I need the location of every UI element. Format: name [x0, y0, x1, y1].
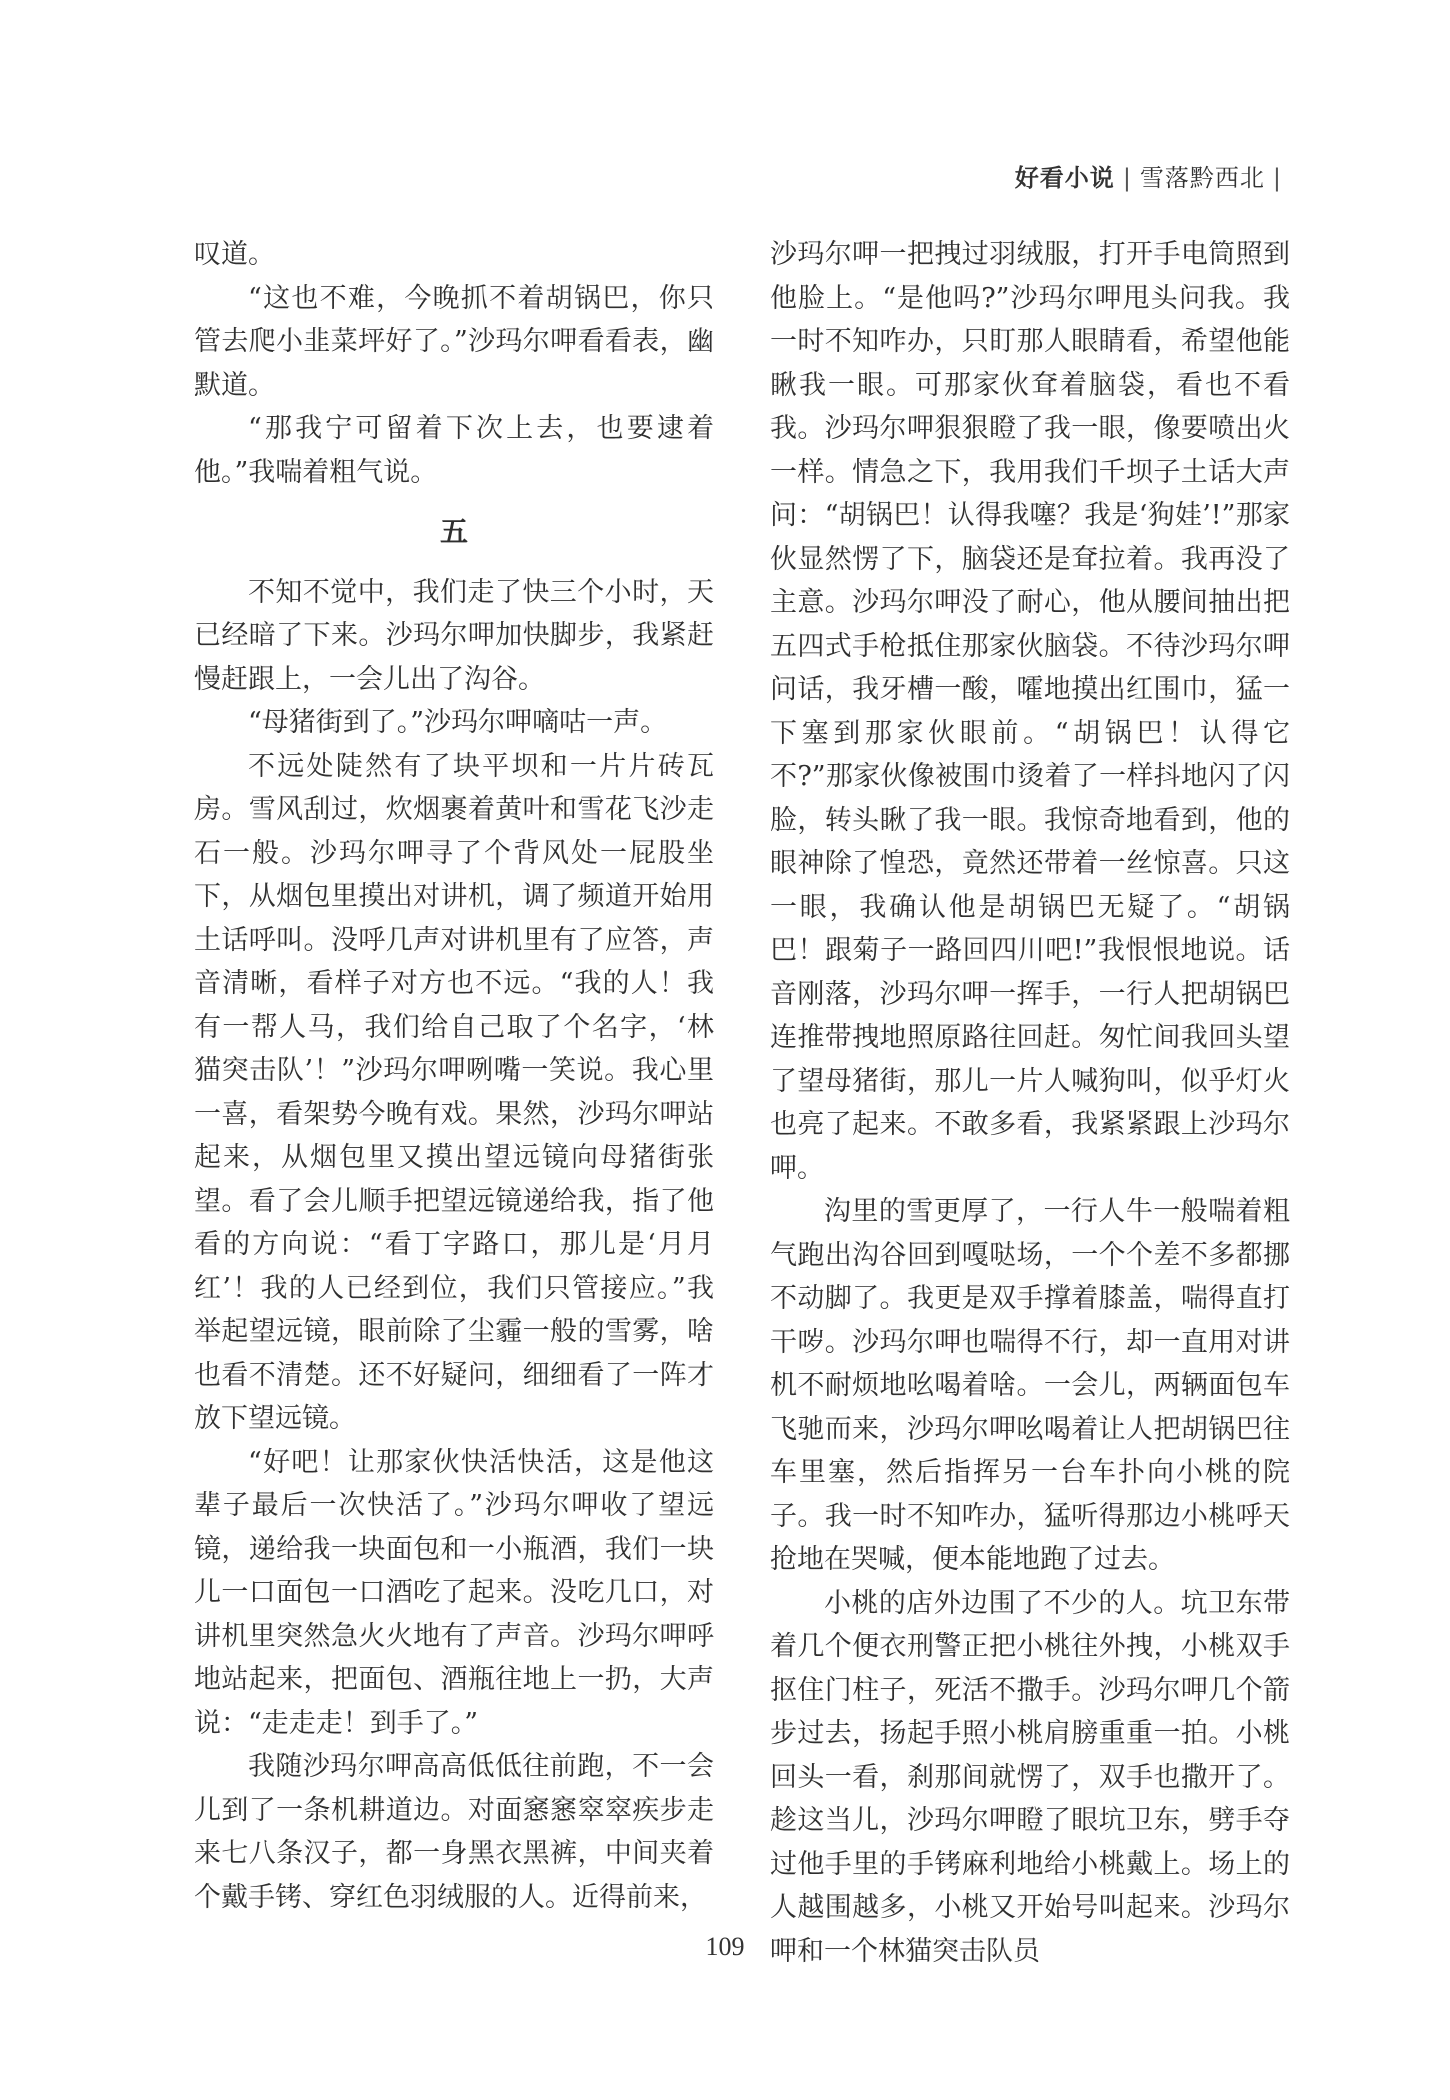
paragraph: 沙玛尔呷一把拽过羽绒服，打开手电筒照到他脸上。“是他吗?”沙玛尔呷甩头问我。我一时不知咋办，只盯那人眼睛看，希望他能瞅我一眼。可那家伙耷着脑袋，看也不看我。沙玛尔呷狠狠瞪了我一眼，像要喷出火一样。情急之下，我用我们千坝子土话大声问：“胡锅巴！认得我噻？我是‘狗娃’!”那家伙显然愣了下，脑袋还是耷拉着。我再没了主意。沙玛尔呷没了耐心，他从腰间抽出把五四式手枪抵住那家伙脑袋。不待沙玛尔呷问话，我牙槽一酸，嚯地摸出红围巾，猛一下塞到那家伙眼前。“胡锅巴！认得它不?”那家伙像被围巾烫着了一样抖地闪了闪脸，转头瞅了我一眼。我惊奇地看到，他的眼神除了惶恐，竟然还带着一丝惊喜。只这一眼，我确认他是胡锅巴无疑了。“胡锅巴！跟菊子一路回四川吧!”我恨恨地说。话音刚落，沙玛尔呷一挥手，一行人把胡锅巴连推带拽地照原路往回赶。匆忙间我回头望了望母猪街，那儿一片人喊狗叫，似乎灯火也亮了起来。不敢多看，我紧紧跟上沙玛尔呷。: [770, 239, 1290, 1184]
paragraph: 沟里的雪更厚了，一行人牛一般喘着粗气跑出沟谷回到嘎哒场，一个个差不多都挪不动脚了。我更是双手撑着膝盖，喘得直打干哕。沙玛尔呷也喘得不行，却一直用对讲机不耐烦地吆喝着啥。一会儿，两辆面包车飞驰而来，沙玛尔呷吆喝着让人把胡锅巴往车里塞，然后指挥另一台车扑向小桃的院子。我一时不知咋办，猛听得那边小桃呼天抢地在哭喊，便本能地跑了过去。: [770, 1196, 1290, 1575]
paragraph: 我随沙玛尔呷高高低低往前跑，不一会儿到了一条机耕道边。对面窸窸窣窣疾步走来七八条汉子，都一身黑衣黑裤，中间夹着个戴手铐、穿红色羽绒服的人。近得前来，: [194, 1751, 714, 1913]
header-separator-end: |: [1272, 164, 1282, 192]
left-column: [194, 233, 714, 1919]
page-number: 109: [705, 1932, 745, 1961]
paragraph: “这也不难，今晚抓不着胡锅巴，你只管去爬小韭菜坪好了。”沙玛尔呷看看表，幽默道。: [194, 282, 714, 401]
paragraph: “那我宁可留着下次上去，也要逮着他。”我喘着粗气说。: [194, 413, 714, 488]
header-separator: |: [1122, 164, 1132, 192]
paragraph: 小桃的店外边围了不少的人。坑卫东带着几个便衣刑警正把小桃往外拽，小桃双手抠住门柱子，死活不撒手。沙玛尔呷几个箭步过去，扬起手照小桃肩膀重重一拍。小桃回头一看，刹那间就愣了，双手也撒开了。趁这当儿，沙玛尔呷瞪了眼坑卫东，劈手夺过他手里的手铐麻利地给小桃戴上。场上的人越围越多，小桃又开始号叫起来。沙玛尔呷和一个林猫突击队员: [770, 1587, 1290, 1967]
section-title: 五: [439, 515, 468, 548]
paragraph: 不知不觉中，我们走了快三个小时，天已经暗了下来。沙玛尔呷加快脚步，我紧赶慢赶跟上，一会儿出了沟谷。: [194, 576, 714, 695]
running-header: [1015, 158, 1290, 193]
paragraph: 不远处陡然有了块平坝和一片片砖瓦房。雪风刮过，炊烟裹着黄叶和雪花飞沙走石一般。沙玛尔呷寻了个背风处一屁股坐下，从烟包里摸出对讲机，调了频道开始用土话呼叫。没呼几声对讲机里有了应答，声音清晰，看样子对方也不远。“我的人！我有一帮人马，我们给自己取了个名字，‘林猫突击队’！”沙玛尔呷咧嘴一笑说。我心里一喜，看架势今晚有戏。果然，沙玛尔呷站起来，从烟包里又摸出望远镜向母猪街张望。看了会儿顺手把望远镜递给我，指了他看的方向说：“看丁字路口，那儿是‘月月红’！我的人已经到位，我们只管接应。”我举起望远镜，眼前除了尘霾一般的雪雾，啥也看不清楚。还不好疑问，细细看了一阵才放下望远镜。: [194, 750, 714, 1434]
column-name: 好看小说: [1014, 164, 1115, 192]
story-title: 雪落黔西北: [1139, 164, 1265, 192]
right-column: [770, 233, 1290, 1973]
paragraph: “好吧！让那家伙快活快活，这是他这辈子最后一次快活了。”沙玛尔呷收了望远镜，递给我一块面包和一小瓶酒，我们一块儿一口面包一口酒吃了起来。没吃几口，对讲机里突然急火火地有了声音。沙玛尔呷呼地站起来，把面包、酒瓶往地上一扔，大声说：“走走走！到手了。”: [194, 1446, 714, 1739]
paragraph: 叹道。: [194, 239, 275, 270]
paragraph: “母猪街到了。”沙玛尔呷嘀咕一声。: [248, 707, 668, 738]
